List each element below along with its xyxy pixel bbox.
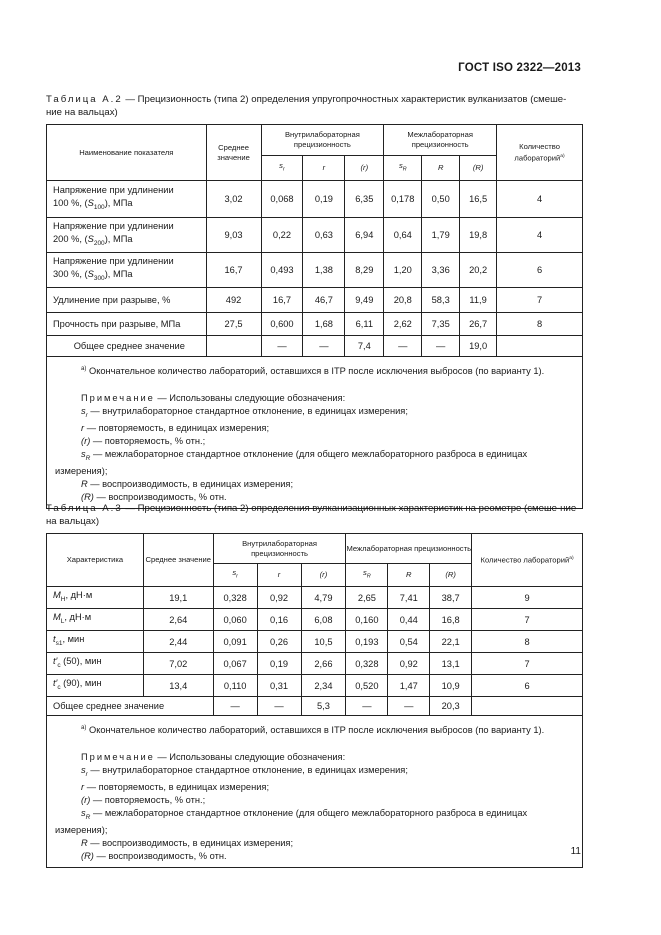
table-row	[47, 181, 583, 218]
cell-count: 7	[472, 653, 583, 675]
column-header-r: r	[303, 156, 345, 181]
cell-count: 9	[472, 587, 583, 609]
cell-mean: 2,64	[143, 609, 213, 631]
table-a3-caption-text: — Прецизионность (типа 2) определения вулканизационных характеристик на реометре (смеше-ние на вальцах)	[46, 503, 577, 527]
cell-r-rel: 5,3	[301, 697, 346, 716]
cell-r: 0,31	[257, 675, 301, 697]
cell-r-rel: 7,4	[345, 336, 384, 357]
cell-count: 6	[497, 253, 583, 288]
cell-r-rel: 6,94	[345, 218, 384, 253]
note-def: (r) — повторяемость, % отн.;	[81, 435, 206, 446]
cell-R: 0,92	[388, 653, 430, 675]
note-def: (R) — воспроизводимость, % отн.	[81, 491, 227, 502]
row-label: $t'_c$ (90), мин	[47, 675, 144, 697]
note-intro: Примечание — Использованы следующие обозначения:	[81, 752, 346, 763]
cell-sR: 0,160	[346, 609, 388, 631]
table-row	[47, 218, 583, 253]
row-label: Напряжение при удлинении 200 %, $(S_{200})$, МПа	[47, 218, 207, 253]
cell-R-rel: 20,3	[430, 697, 472, 716]
cell-r-rel: 8,29	[345, 253, 384, 288]
cell-sr: 0,328	[213, 587, 257, 609]
row-label: $t_{s1}$, мин	[47, 631, 144, 653]
table-row	[47, 288, 583, 313]
row-label: $M_H$, дН·м	[47, 587, 144, 609]
column-header-mean: Среднее значение	[143, 534, 213, 587]
cell-R: 7,41	[388, 587, 430, 609]
note-def: (R) — воспроизводимость, % отн.	[81, 850, 227, 861]
table-a2-caption-text: — Прецизионность (типа 2) определения упругопрочностных характеристик вулканизатов (смеше-ние на вальцах)	[46, 94, 567, 118]
cell-r: 1,68	[303, 313, 345, 336]
note-def: (r) — повторяемость, % отн.;	[81, 794, 206, 805]
column-header-name: Характеристика	[47, 534, 144, 587]
note-def: R — воспроизводимость, в единицах измерения;	[81, 837, 294, 848]
cell-count: 8	[472, 631, 583, 653]
cell-R-rel: 11,9	[460, 288, 497, 313]
note-def: $s_r$ — внутрилабораторное стандартное отклонение, в единицах измерения;	[81, 406, 408, 419]
table-row-overall	[47, 336, 583, 357]
column-header-sR: $s_R$	[384, 156, 422, 181]
column-header-sR: $s_R$	[346, 564, 388, 587]
cell-sR: —	[346, 697, 388, 716]
cell-R-rel: 20,2	[460, 253, 497, 288]
footnote: $^{а)}$ Окончательное количество лабораторий, оставшихся в ITP после исключения выбросов (по варианту 1).	[81, 366, 545, 377]
note-def: $s_R$ — межлабораторное стандартное отклонение (для общего межлабораторного разброса в единицах измерения);	[55, 448, 528, 476]
table-row	[47, 675, 583, 697]
note-def: r — повторяемость, в единицах измерения;	[81, 781, 270, 792]
column-header-count: Количество лабораторий$^{а)}$	[472, 534, 583, 587]
cell-count: 4	[497, 218, 583, 253]
cell-sR: 0,64	[384, 218, 422, 253]
cell-R-rel: 26,7	[460, 313, 497, 336]
cell-R: —	[388, 697, 430, 716]
table-a3-notes	[47, 716, 583, 868]
cell-r: 0,63	[303, 218, 345, 253]
cell-r-rel: 6,35	[345, 181, 384, 218]
cell-r-rel: 2,66	[301, 653, 346, 675]
cell-sr: 16,7	[261, 288, 303, 313]
note-intro: Примечание — Использованы следующие обозначения:	[81, 393, 346, 404]
cell-sr: 0,067	[213, 653, 257, 675]
cell-R: 3,36	[422, 253, 460, 288]
cell-count: 6	[472, 675, 583, 697]
cell-count: 7	[497, 288, 583, 313]
row-label: Удлинение при разрыве, %	[47, 288, 207, 313]
column-header-sr: $s_r$	[213, 564, 257, 587]
row-label: Прочность при разрыве, МПа	[47, 313, 207, 336]
table-row-overall	[47, 697, 583, 716]
cell-R-rel: 19,8	[460, 218, 497, 253]
cell-r: 0,92	[257, 587, 301, 609]
row-label: Общее среднее значение	[47, 336, 207, 357]
column-header-r-rel: (r)	[301, 564, 346, 587]
cell-sR: 0,178	[384, 181, 422, 218]
cell-r-rel: 10,5	[301, 631, 346, 653]
cell-r: 0,16	[257, 609, 301, 631]
column-header-inter: Межлабораторная прецизионность	[384, 125, 497, 156]
column-header-count: Количество лабораторий$^{а)}$	[497, 125, 583, 181]
cell-mean	[206, 336, 261, 357]
table-a3-caption	[46, 503, 581, 528]
cell-sr: —	[213, 697, 257, 716]
cell-mean: 19,1	[143, 587, 213, 609]
cell-mean: 27,5	[206, 313, 261, 336]
cell-r-rel: 2,34	[301, 675, 346, 697]
cell-sr: 0,060	[213, 609, 257, 631]
cell-r: —	[257, 697, 301, 716]
cell-sr: 0,091	[213, 631, 257, 653]
column-header-inter: Межлабораторная прецизионность	[346, 534, 472, 564]
cell-R-rel: 16,8	[430, 609, 472, 631]
table-row	[47, 609, 583, 631]
cell-sR: 0,193	[346, 631, 388, 653]
column-header-intra: Внутрилабораторная прецизионность	[213, 534, 346, 564]
cell-R: 1,47	[388, 675, 430, 697]
table-a2	[46, 124, 583, 509]
cell-r-rel: 6,11	[345, 313, 384, 336]
cell-R: 58,3	[422, 288, 460, 313]
cell-R: 1,79	[422, 218, 460, 253]
cell-sr: 0,600	[261, 313, 303, 336]
cell-mean: 492	[206, 288, 261, 313]
table-a3	[46, 533, 583, 868]
cell-sr: 0,110	[213, 675, 257, 697]
cell-r: 46,7	[303, 288, 345, 313]
cell-R-rel: 19,0	[460, 336, 497, 357]
cell-sR: 0,520	[346, 675, 388, 697]
table-a3-caption-label: Таблица А.3	[46, 503, 123, 514]
cell-r: 0,26	[257, 631, 301, 653]
cell-sR: 0,328	[346, 653, 388, 675]
cell-r: 1,38	[303, 253, 345, 288]
cell-sR: 20,8	[384, 288, 422, 313]
cell-r: 0,19	[303, 181, 345, 218]
cell-sr: —	[261, 336, 303, 357]
cell-R: —	[422, 336, 460, 357]
cell-sR: 2,65	[346, 587, 388, 609]
table-a2-caption	[46, 94, 581, 119]
cell-R-rel: 16,5	[460, 181, 497, 218]
table-row	[47, 313, 583, 336]
note-def: $s_R$ — межлабораторное стандартное отклонение (для общего межлабораторного разброса в единицах измерения);	[55, 807, 528, 835]
cell-mean: 9,03	[206, 218, 261, 253]
cell-r: —	[303, 336, 345, 357]
column-header-R-rel: (R)	[460, 156, 497, 181]
footnote: $^{а)}$ Окончательное количество лабораторий, оставшихся в ITP после исключения выбросов (по варианту 1).	[81, 725, 545, 736]
cell-R: 0,44	[388, 609, 430, 631]
column-header-R: R	[422, 156, 460, 181]
column-header-R-rel: (R)	[430, 564, 472, 587]
column-header-name: Наименование показателя	[47, 125, 207, 181]
cell-R-rel: 10,9	[430, 675, 472, 697]
cell-mean: 3,02	[206, 181, 261, 218]
table-row	[47, 653, 583, 675]
cell-R-rel: 38,7	[430, 587, 472, 609]
cell-sr: 0,493	[261, 253, 303, 288]
cell-mean: 13,4	[143, 675, 213, 697]
row-label: $M_L$, дН·м	[47, 609, 144, 631]
cell-sR: —	[384, 336, 422, 357]
cell-R-rel: 22,1	[430, 631, 472, 653]
table-row	[47, 631, 583, 653]
cell-sR: 1,20	[384, 253, 422, 288]
cell-sR: 2,62	[384, 313, 422, 336]
cell-r-rel: 6,08	[301, 609, 346, 631]
document-header: ГОСТ ISO 2322—2013	[458, 62, 581, 74]
row-label: Напряжение при удлинении 100 %, $(S_{100})$, МПа	[47, 181, 207, 218]
cell-count	[472, 697, 583, 716]
cell-count: 8	[497, 313, 583, 336]
cell-r-rel: 9,49	[345, 288, 384, 313]
note-def: R — воспроизводимость, в единицах измерения;	[81, 478, 294, 489]
cell-R: 0,54	[388, 631, 430, 653]
cell-count: 7	[472, 609, 583, 631]
column-header-r-rel: (r)	[345, 156, 384, 181]
cell-count: 4	[497, 181, 583, 218]
column-header-R: R	[388, 564, 430, 587]
column-header-r: r	[257, 564, 301, 587]
table-row	[47, 253, 583, 288]
cell-count	[497, 336, 583, 357]
column-header-mean: Среднее значение	[206, 125, 261, 181]
cell-R: 7,35	[422, 313, 460, 336]
cell-sr: 0,22	[261, 218, 303, 253]
cell-mean: 16,7	[206, 253, 261, 288]
note-def: $s_r$ — внутрилабораторное стандартное отклонение, в единицах измерения;	[81, 765, 408, 778]
cell-sr: 0,068	[261, 181, 303, 218]
row-label: $t'_c$ (50), мин	[47, 653, 144, 675]
column-header-intra: Внутрилабораторная прецизионность	[261, 125, 384, 156]
note-def: r — повторяемость, в единицах измерения;	[81, 422, 270, 433]
cell-mean: 2,44	[143, 631, 213, 653]
cell-R: 0,50	[422, 181, 460, 218]
row-label: Общее среднее значение	[47, 697, 214, 716]
cell-R-rel: 13,1	[430, 653, 472, 675]
column-header-sr: $s_r$	[261, 156, 303, 181]
table-row	[47, 587, 583, 609]
page-number: 11	[570, 846, 581, 857]
row-label: Напряжение при удлинении 300 %, $(S_{300})$, МПа	[47, 253, 207, 288]
table-a2-notes	[47, 357, 583, 509]
cell-r-rel: 4,79	[301, 587, 346, 609]
cell-mean: 7,02	[143, 653, 213, 675]
cell-r: 0,19	[257, 653, 301, 675]
table-a2-caption-label: Таблица А.2	[46, 94, 123, 105]
